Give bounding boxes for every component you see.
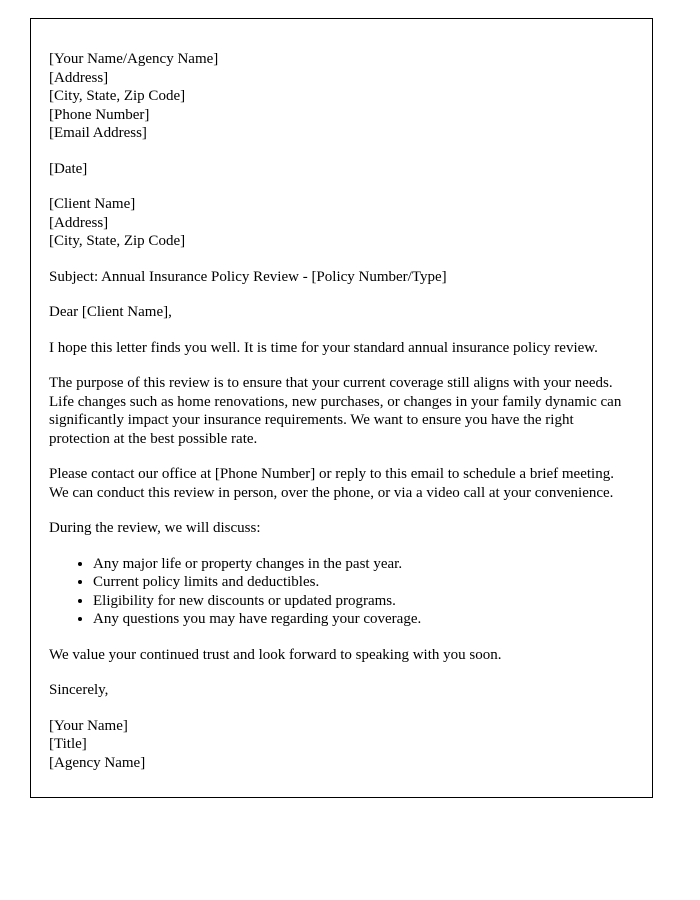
sender-city-line: [City, State, Zip Code] xyxy=(49,88,186,104)
signature-agency-line: [Agency Name] xyxy=(49,754,146,771)
signature-block xyxy=(49,717,632,773)
recipient-address-block xyxy=(49,195,632,251)
recipient-city-line: [City, State, Zip Code] xyxy=(49,233,186,249)
letter-document xyxy=(30,18,653,798)
body-paragraph-2: The purpose of this review is to ensure that your current coverage still aligns with your needs. Life changes such as home renovations, new purchases, or changes in your family dynamic can significantly impact your insurance requirements. We want to ensure you have the right protection at the best possible rate. xyxy=(49,375,622,447)
recipient-name-line: [Client Name] xyxy=(49,196,136,212)
body-paragraph-1: I hope this letter finds you well. It is time for your standard annual insurance policy review. xyxy=(49,339,598,356)
date-block xyxy=(49,160,632,179)
sender-address-line: [Address] xyxy=(49,69,109,86)
list-intro: During the review, we will discuss: xyxy=(49,520,261,536)
body-paragraph-3: Please contact our office at [Phone Number] or reply to this email to schedule a brief meeting. We can conduct this review in person, over the phone, or via a video call at your convenience. xyxy=(49,466,614,501)
sender-name-line: [Your Name/Agency Name] xyxy=(49,51,219,67)
signoff: Sincerely, xyxy=(49,682,109,698)
signature-name-line: [Your Name] xyxy=(49,717,128,734)
bullet-item: • Eligibility for new discounts or updated programs. xyxy=(93,592,632,611)
bullet-item: • Current policy limits and deductibles. xyxy=(93,573,632,592)
recipient-address-line: [Address] xyxy=(49,214,109,231)
bullet-item: • Any questions you may have regarding your coverage. xyxy=(93,610,632,629)
closing-paragraph: We value your continued trust and look forward to speaking with you soon. xyxy=(49,646,502,663)
sender-address-block xyxy=(49,50,632,143)
bullet-item: • Any major life or property changes in the past year. xyxy=(93,555,632,574)
sender-phone-line: [Phone Number] xyxy=(49,106,150,123)
salutation: Dear [Client Name], xyxy=(49,304,172,320)
discussion-points-list xyxy=(49,555,632,629)
subject-line: Subject: Annual Insurance Policy Review - [Policy Number/Type] xyxy=(49,268,447,285)
signature-title-line: [Title] xyxy=(49,736,87,752)
date-line: [Date] xyxy=(49,160,88,177)
sender-email-line: [Email Address] xyxy=(49,125,147,141)
